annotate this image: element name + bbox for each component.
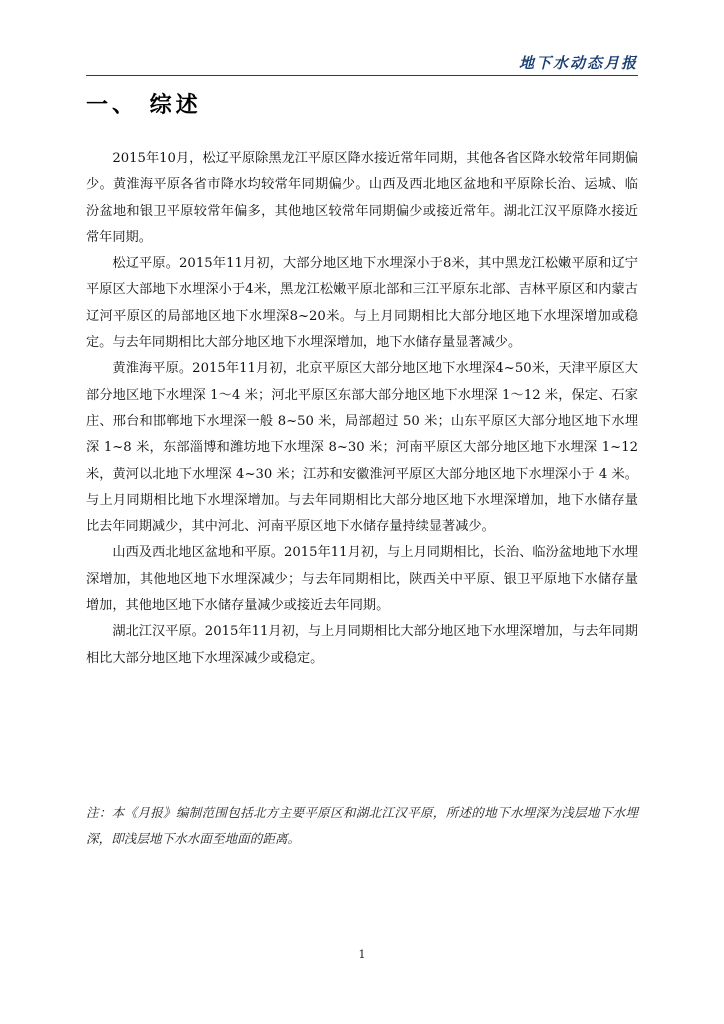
section-heading: 一、 综述 (86, 93, 202, 118)
paragraph-huanghuaihai: 黄淮海平原。2015年11月初，北京平原区大部分地区地下水埋深4~50米，天津平原区大部分地区地下水埋深 1～4 米；河北平原区东部大部分地区地下水埋深 1～12 米，保定、石家庄、邢台和邯郸地下水埋深一般 8~50 米，局部超过 50 米；山东平原区大部分地区地下水埋深 1~8 米，东部淄博和潍坊地下水埋深 8~30 米；河南平原区大部分地区地下水埋深 1~12 米，黄河以北地下水埋深 4~30 米；江苏和安徽淮河平原区大部分地区地下水埋深小于 4 米。与上月同期相比地下水埋深增加。与去年同期相比大部分地区地下水埋深增加，地下水储存量比去年同期减少，其中河北、河南平原区地下水储存量持续显著减少。 (86, 361, 638, 535)
footnote-text: 注：本《月报》编制范围包括北方主要平原区和湖北江汉平原，所述的地下水埋深为浅层地下水埋深，即浅层地下水水面至地面的距离。 (86, 805, 638, 846)
report-header-title: 地下水动态月报 (518, 54, 638, 72)
body-text (86, 146, 638, 672)
page-number: 1 (358, 948, 366, 961)
footnote (86, 800, 638, 852)
paragraph-jianghan: 湖北江汉平原。2015年11月初，与上月同期相比大部分地区地下水埋深增加，与去年同期相比大部分地区地下水埋深减少或稳定。 (86, 624, 638, 666)
paragraph-shanxi-northwest: 山西及西北地区盆地和平原。2015年11月初，与上月同期相比，长治、临汾盆地地下水埋深增加，其他地区地下水埋深减少；与去年同期相比，陕西关中平原、银卫平原地下水储存量增加，其他地区地下水储存量减少或接近去年同期。 (86, 545, 638, 614)
paragraph-songliao: 松辽平原。2015年11月初，大部分地区地下水埋深小于8米，其中黑龙江松嫩平原和辽宁平原区大部地下水埋深小于4米，黑龙江松嫩平原北部和三江平原东北部、吉林平原区和内蒙古辽河平原区的局部地区地下水埋深8~20米。与上月同期相比大部分地区地下水埋深增加或稳定。与去年同期相比大部分地区地下水埋深增加，地下水储存量显著减少。 (86, 256, 638, 351)
header-rule (86, 75, 638, 76)
paragraph-overview: 2015年10月，松辽平原除黑龙江平原区降水接近常年同期，其他各省区降水较常年同期偏少。黄淮海平原各省市降水均较常年同期偏少。山西及西北地区盆地和平原除长治、运城、临汾盆地和银卫平原较常年偏多，其他地区较常年同期偏少或接近常年。湖北江汉平原降水接近常年同期。 (86, 151, 638, 245)
